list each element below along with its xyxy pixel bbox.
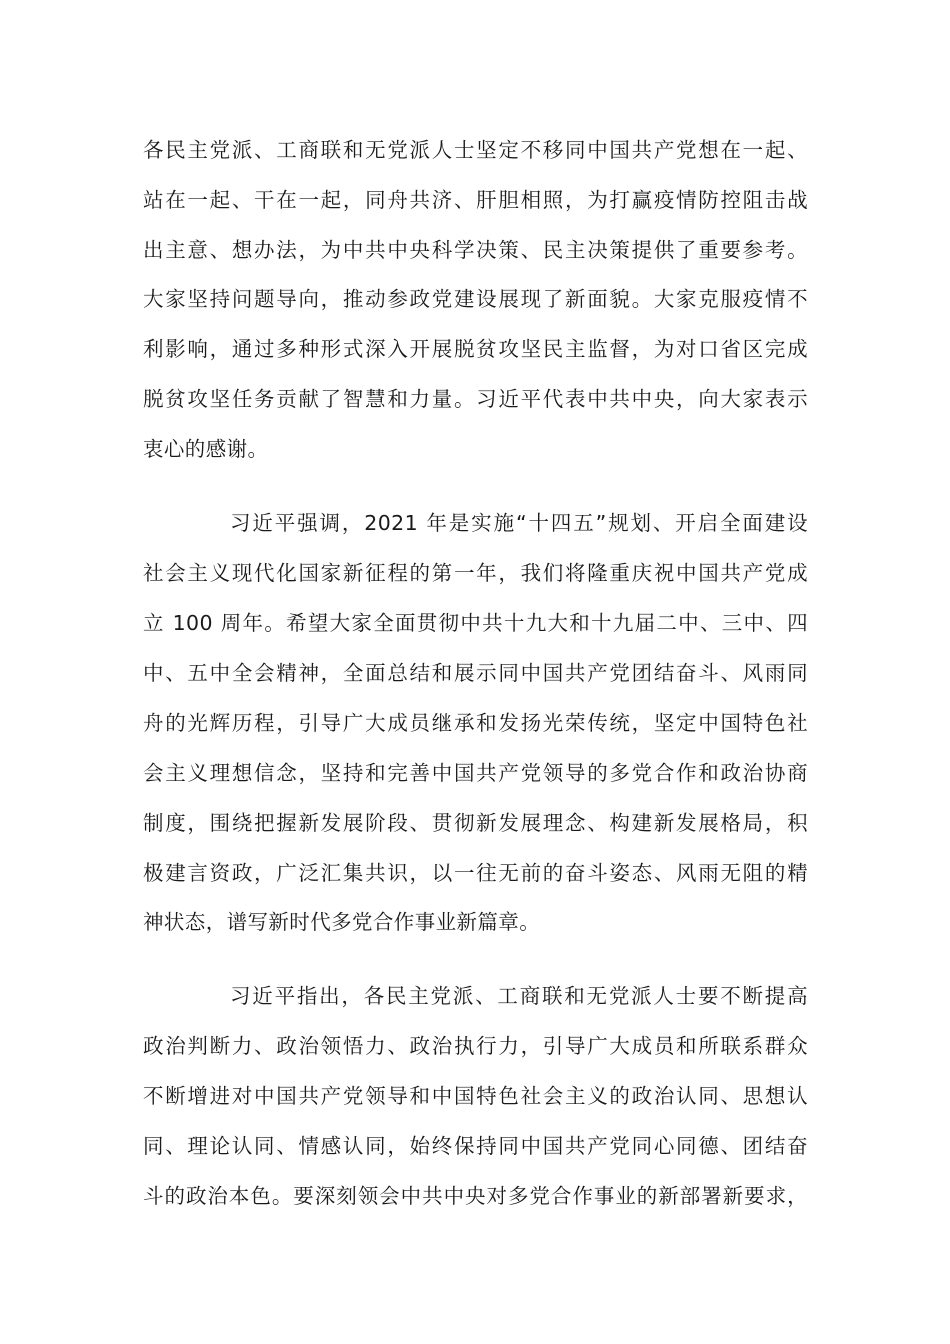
text-line: 衷心的感谢。 [143,437,269,461]
text-line: 习近平强调，2021 年是实施“十四五”规划、开启全面建设 [230,511,808,535]
text-line: 大家坚持问题导向，推动参政党建设展现了新面貌。大家克服疫情不 [143,287,808,311]
text-line: 各民主党派、工商联和无党派人士坚定不移同中国共产党想在一起、 [143,138,808,162]
text-line: 政治判断力、政治领悟力、政治执行力，引导广大成员和所联系群众 [143,1034,808,1058]
text-line: 会主义理想信念，坚持和完善中国共产党领导的多党合作和政治协商 [143,761,808,785]
text-line: 立 100 周年。希望大家全面贯彻中共十九大和十九届二中、三中、四 [143,611,808,635]
text-line: 中、五中全会精神，全面总结和展示同中国共产党团结奋斗、风雨同 [143,661,808,685]
text-line: 极建言资政，广泛汇集共识，以一往无前的奋斗姿态、风雨无阻的精 [143,861,808,885]
text-line: 出主意、想办法，为中共中央科学决策、民主决策提供了重要参考。 [143,238,808,262]
text-line: 同、理论认同、情感认同，始终保持同中国共产党同心同德、团结奋 [143,1134,808,1158]
text-line: 神状态，谱写新时代多党合作事业新篇章。 [143,910,541,934]
text-line: 舟的光辉历程，引导广大成员继承和发扬光荣传统，坚定中国特色社 [143,711,808,735]
text-line: 斗的政治本色。要深刻领会中共中央对多党合作事业的新部署新要求， [143,1184,808,1208]
text-line: 脱贫攻坚任务贡献了智慧和力量。习近平代表中共中央，向大家表示 [143,387,808,411]
text-line: 习近平指出，各民主党派、工商联和无党派人士要不断提高 [230,984,808,1008]
text-line: 社会主义现代化国家新征程的第一年，我们将隆重庆祝中国共产党成 [143,561,808,585]
text-line: 站在一起、干在一起，同舟共济、肝胆相照，为打赢疫情防控阻击战 [143,188,808,212]
text-line: 制度，围绕把握新发展阶段、贯彻新发展理念、构建新发展格局，积 [143,811,808,835]
text-line: 利影响，通过多种形式深入开展脱贫攻坚民主监督，为对口省区完成 [143,337,808,361]
text-line: 不断增进对中国共产党领导和中国特色社会主义的政治认同、思想认 [143,1084,808,1108]
